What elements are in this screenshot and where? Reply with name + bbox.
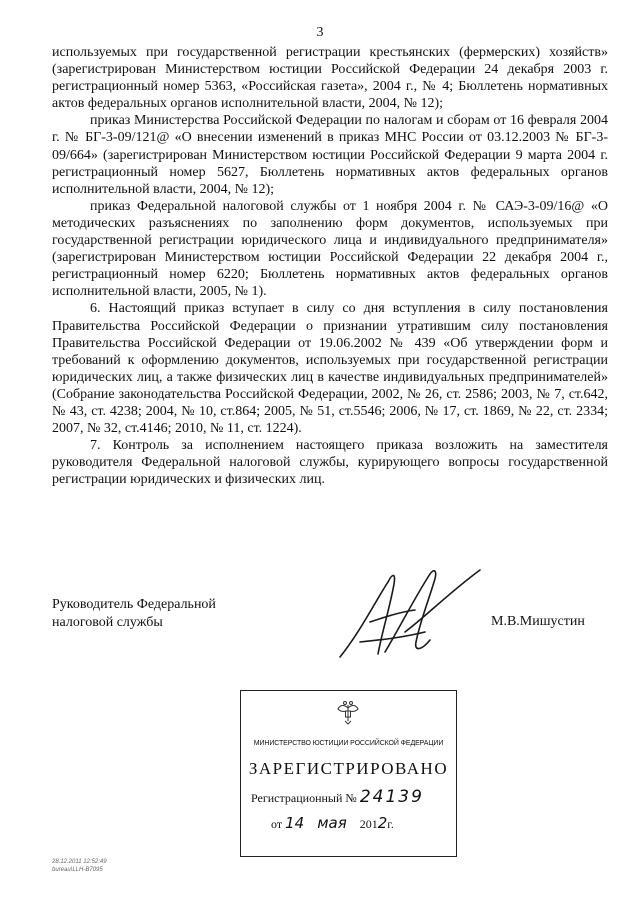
paragraph-order-mns: приказ Министерства Российской Федерации по налогам и сборам от 16 февраля 2004 г. № БГ-3-09/121@ «О внесении изменений в приказ МНС России от 03.12.2003 № БГ-3-09/664» (зарегистрирован Министерством юстиции Российской Федерации 9 марта 2004 г. регистрационный номер 5627, Бюллетень нормативных актов федеральных органов исполнительной власти, 2004, № 12); (52, 113, 608, 197)
paragraph-clause-7: 7. Контроль за исполнением настоящего приказа возложить на заместителя руководителя Федеральной налоговой службы, курирующего вопросы государственной регистрации юридических и физических лиц. (52, 438, 608, 488)
stamp-date-month: мая (317, 814, 347, 832)
double-headed-eagle-icon (336, 699, 360, 725)
footer-meta-timestamp: 28.12.2011 12:52:49 (52, 859, 107, 865)
document-body (52, 44, 608, 488)
page-number: 3 (316, 25, 324, 40)
stamp-date-year-suffix: 2 (377, 814, 388, 832)
stamp-date (271, 814, 394, 832)
paragraph-order-fns: приказ Федеральной налоговой службы от 1 ноября 2004 г. № САЭ-3-09/16@ «О методических разъяснениях по заполнению форм документов, используемых при государственной регистрации юридического лица и индивидуального предпринимателя» (зарегистрирован Министерством юстиции Российской Федерации 22 декабря 2004 г., регистрационный номер 6220; Бюллетень нормативных актов федеральных органов исполнительной власти, 2005, № 1). (52, 198, 608, 300)
paragraph-continuation: используемых при государственной регистрации крестьянских (фермерских) хозяйств» (зарегистрирован Министерством юстиции Российской Федерации 24 декабря 2003 г. регистрационный номер 5363, «Российская газета», 2004 г., № 4; Бюллетень нормативных актов федеральных органов исполнительной власти, 2004, № 12); (52, 45, 608, 112)
stamp-registration-number (251, 787, 424, 807)
stamp-date-day: 14 (285, 814, 305, 832)
handwritten-signature (330, 562, 490, 672)
signatory-name: М.В.Мишустин (491, 614, 585, 629)
document-footer-meta (52, 858, 107, 874)
paragraph-clause-6: 6. Настоящий приказ вступает в силу со дня вступления в силу постановления Правительства Российской Федерации о признании утратившим силу постановления Правительства Российской Федерации от 19.06.2002 № 439 «Об утверждении форм и требований к оформлению документов, используемых при государственной регистрации юридических лиц, а также физических лиц в качестве индивидуальных предпринимателей» (Собрание законодательства Российской Федерации, 2002, № 26, ст. 2586; 2003, № 7, ст.642, № 43, ст. 4238; 2004, № 10, ст.864; 2005, № 51, ст.5546; 2006, № 17, ст. 1869, № 22, ст. 2334; 2007, № 32, ст.4146; 2010, № 11, ст. 1224). (52, 301, 608, 437)
stamp-regnum-label: Регистрационный № (251, 791, 357, 805)
signatory-role-line: налоговой службы (52, 615, 163, 630)
registration-stamp (240, 690, 457, 857)
stamp-date-suffix: г. (387, 817, 394, 831)
stamp-regnum-value: 24139 (359, 787, 424, 807)
stamp-registered-label: ЗАРЕГИСТРИРОВАНО (248, 759, 449, 778)
stamp-date-prefix: от (271, 817, 283, 831)
signatory-role (52, 596, 216, 632)
stamp-ministry-name: МИНИСТЕРСТВО ЮСТИЦИИ РОССИЙСКОЙ ФЕДЕРАЦИИ (253, 740, 444, 747)
stamp-date-year-prefix: 201 (359, 817, 378, 831)
footer-meta-user: bureau\LLH-B7095 (52, 867, 103, 873)
signatory-role-line: Руководитель Федеральной (52, 597, 216, 612)
